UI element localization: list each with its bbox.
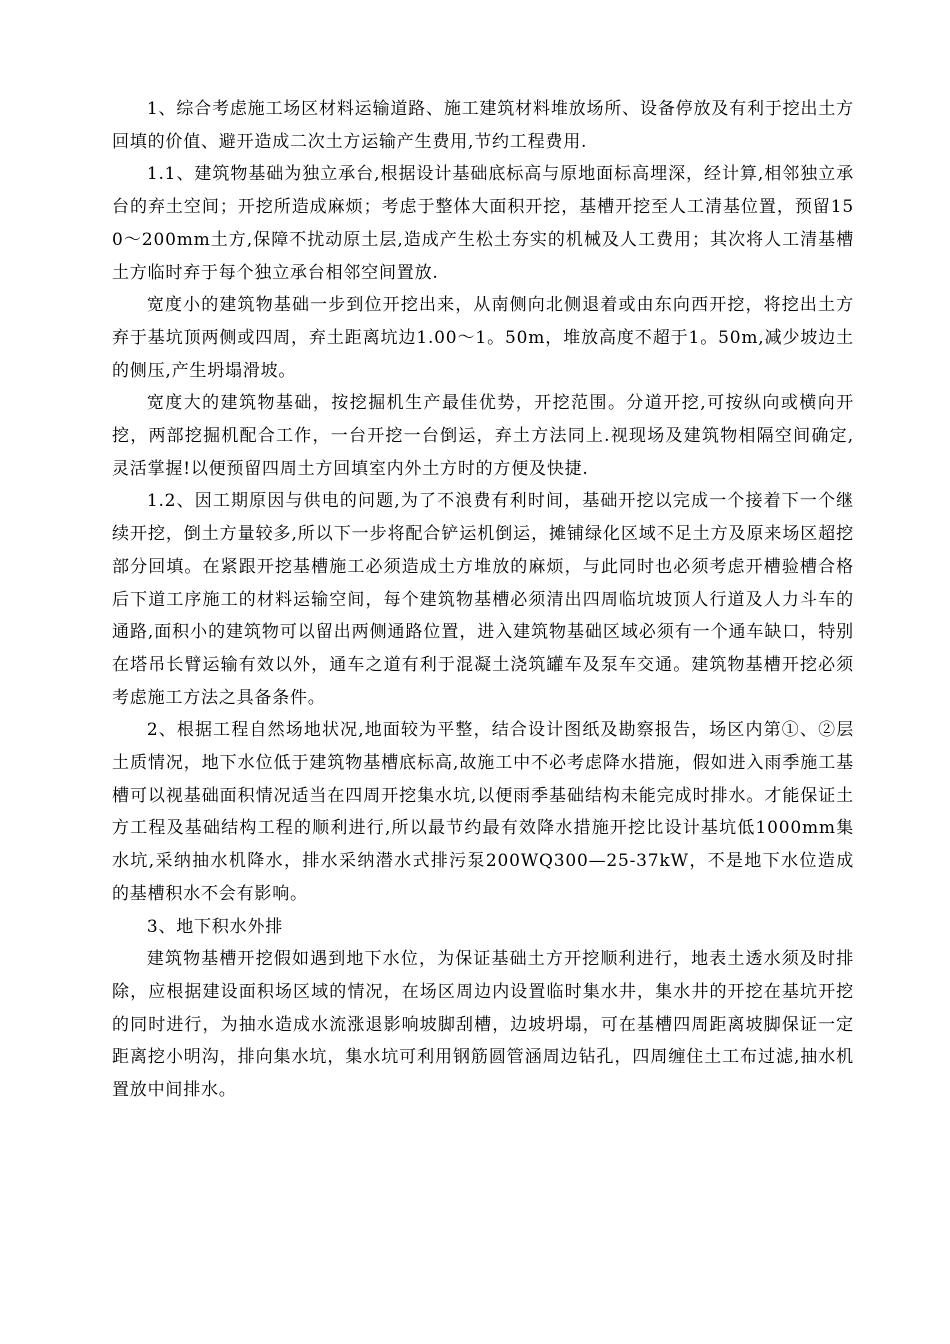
paragraph-narrow-foundation: 宽度小的建筑物基础一步到位开挖出来，从南侧向北侧退着或由东向西开挖，将挖出土方弃于基坑顶两侧或四周，弃土距离坑边1.00～1。50m，堆放高度不超于1。50m,减少坡边土的侧压,产生坍塌滑坡。 xyxy=(112,295,854,381)
paragraph-1: 1、综合考虑施工场区材料运输道路、施工建筑材料堆放场所、设备停放及有利于挖出土方回填的价值、避开造成二次土方运输产生费用,节约工程费用. xyxy=(112,99,854,152)
paragraph-3-heading: 3、地下积水外排 xyxy=(146,916,284,937)
paragraph-1-2: 1.2、因工期原因与供电的问题,为了不浪费有利时间，基础开挖以完成一个接着下一个继续开挖，倒土方量较多,所以下一步将配合铲运机倒运，摊铺绿化区域不足土方及原来场区超挖部分回填。在紧跟开挖基槽施工必须造成土方堆放的麻烦，与此同时也必须考虑开槽验槽合格后下道工序施工的材料运输空间，每个建筑物基槽必须清出四周临坑坡顶人行道及人力斗车的通路,面积小的建筑物可以留出两侧通路位置，进入建筑物基础区域必须有一个通车缺口，特别在塔吊长臂运输有效以外，通车之道有利于混凝土浇筑罐车及泵车交通。建筑物基槽开挖必须考虑施工方法之具备条件。 xyxy=(112,491,854,708)
paragraph-2: 2、根据工程自然场地状况,地面较为平整，结合设计图纸及勘察报告，场区内第①、②层土质情况，地下水位低于建筑物基槽底标高,故施工中不必考虑降水措施，假如进入雨季施工基槽可以视基础面积情况适当在四周开挖集水坑,以便雨季基础结构未能完成时排水。才能保证土方工程及基础结构工程的顺利进行,所以最节约最有效降水措施开挖比设计基坑低1000mm集水坑,采纳抽水机降水，排水采纳潜水式排污泵200WQ300—25-37kW，不是地下水位造成的基槽积水不会有影响。 xyxy=(112,720,854,904)
paragraph-1-1: 1.1、建筑物基础为独立承台,根据设计基础底标高与原地面标高埋深，经计算,相邻独立承台的弃土空间；开挖所造成麻烦；考虑于整体大面积开挖，基槽开挖至人工清基位置，预留150～200mm土方,保障不扰动原土层,造成产生松土夯实的机械及人工费用；其次将人工清基槽土方临时弃于每个独立承台相邻空间置放. xyxy=(112,164,854,283)
paragraph-3-body: 建筑物基槽开挖假如遇到地下水位，为保证基础土方开挖顺利进行，地表土透水须及时排除，应根据建设面积场区域的情况，在场区周边内设置临时集水井，集水井的开挖在基坑开挖的同时进行，为抽水造成水流涨退影响坡脚刮槽，边坡坍塌，可在基槽四周距离坡脚保证一定距离挖小明沟，排向集水坑，集水坑可利用钢筋圆管涵周边钻孔，四周缠住土工布过滤,抽水机置放中间排水。 xyxy=(112,949,854,1101)
paragraph-wide-foundation: 宽度大的建筑物基础，按挖掘机生产最佳优势，开挖范围。分道开挖,可按纵向或横向开挖，两部挖掘机配合工作，一台开挖一台倒运，弃土方法同上.视现场及建筑物相隔空间确定,灵活掌握!以便预留四周土方回填室内外土方时的方便及快捷. xyxy=(112,393,854,479)
